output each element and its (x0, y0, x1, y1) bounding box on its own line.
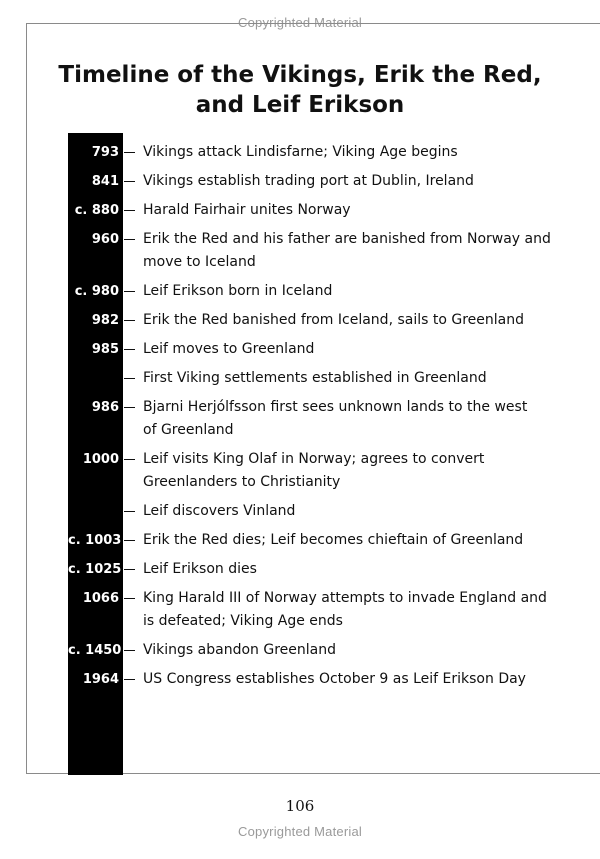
entry-year: 841 (91, 174, 119, 189)
entry-tick (124, 349, 135, 350)
copyright-watermark-top: Copyrighted Material (238, 15, 362, 30)
entry-year: 960 (91, 232, 119, 247)
entry-text: Leif moves to Greenland (143, 341, 315, 357)
entry-year: 1964 (82, 672, 119, 687)
entry-year: 982 (91, 313, 119, 328)
entry-tick (124, 407, 135, 408)
entry-tick (124, 459, 135, 460)
entry-tick (124, 181, 135, 182)
entry-tick (124, 378, 135, 379)
entry-tick (124, 650, 135, 651)
entry-text: Bjarni Herjólfsson first sees unknown lands to the west of Greenland (143, 399, 528, 438)
page-title (50, 60, 550, 120)
entry-text: First Viking settlements established in Greenland (143, 370, 487, 386)
entry-tick (124, 598, 135, 599)
entry-year: 1000 (82, 452, 119, 467)
entry-year: 793 (91, 145, 119, 160)
entry-text: Erik the Red dies; Leif becomes chieftain of Greenland (143, 532, 524, 548)
entry-tick (124, 239, 135, 240)
entry-text: Leif discovers Vinland (143, 503, 296, 519)
entry-year: c. 1450 (68, 643, 122, 658)
entry-tick (124, 679, 135, 680)
entry-tick (124, 210, 135, 211)
copyright-watermark-bottom: Copyrighted Material (238, 824, 362, 839)
entry-text: Leif Erikson born in Iceland (143, 283, 333, 299)
entry-year: c. 1025 (68, 562, 122, 577)
entry-tick (124, 291, 135, 292)
entry-text: Harald Fairhair unites Norway (143, 202, 351, 218)
entry-text: Vikings attack Lindisfarne; Viking Age begins (143, 144, 458, 160)
entry-text: Erik the Red and his father are banished from Norway and move to Iceland (143, 231, 551, 270)
entry-year: 986 (91, 400, 119, 415)
entry-text: Erik the Red banished from Iceland, sails to Greenland (143, 312, 524, 328)
page-number: 106 (285, 797, 315, 815)
entry-text: US Congress establishes October 9 as Leif Erikson Day (143, 671, 526, 687)
entry-year: c. 1003 (68, 533, 122, 548)
entry-year: c. 980 (74, 284, 119, 299)
entry-text: King Harald III of Norway attempts to invade England and is defeated; Viking Age ends (143, 590, 547, 629)
entry-tick (124, 511, 135, 512)
entry-year: c. 880 (74, 203, 119, 218)
entry-tick (124, 320, 135, 321)
entry-year: 1066 (82, 591, 119, 606)
entry-tick (124, 540, 135, 541)
entry-tick (124, 152, 135, 153)
title-line-2: and Leif Erikson (195, 92, 405, 118)
entry-year: 985 (91, 342, 119, 357)
entry-text: Vikings establish trading port at Dublin, Ireland (143, 173, 474, 189)
entry-text: Vikings abandon Greenland (143, 642, 336, 658)
entry-text: Leif Erikson dies (143, 561, 257, 577)
title-line-1: Timeline of the Vikings, Erik the Red, (58, 62, 542, 88)
entry-tick (124, 569, 135, 570)
entry-text: Leif visits King Olaf in Norway; agrees to convert Greenlanders to Christianity (143, 451, 485, 490)
